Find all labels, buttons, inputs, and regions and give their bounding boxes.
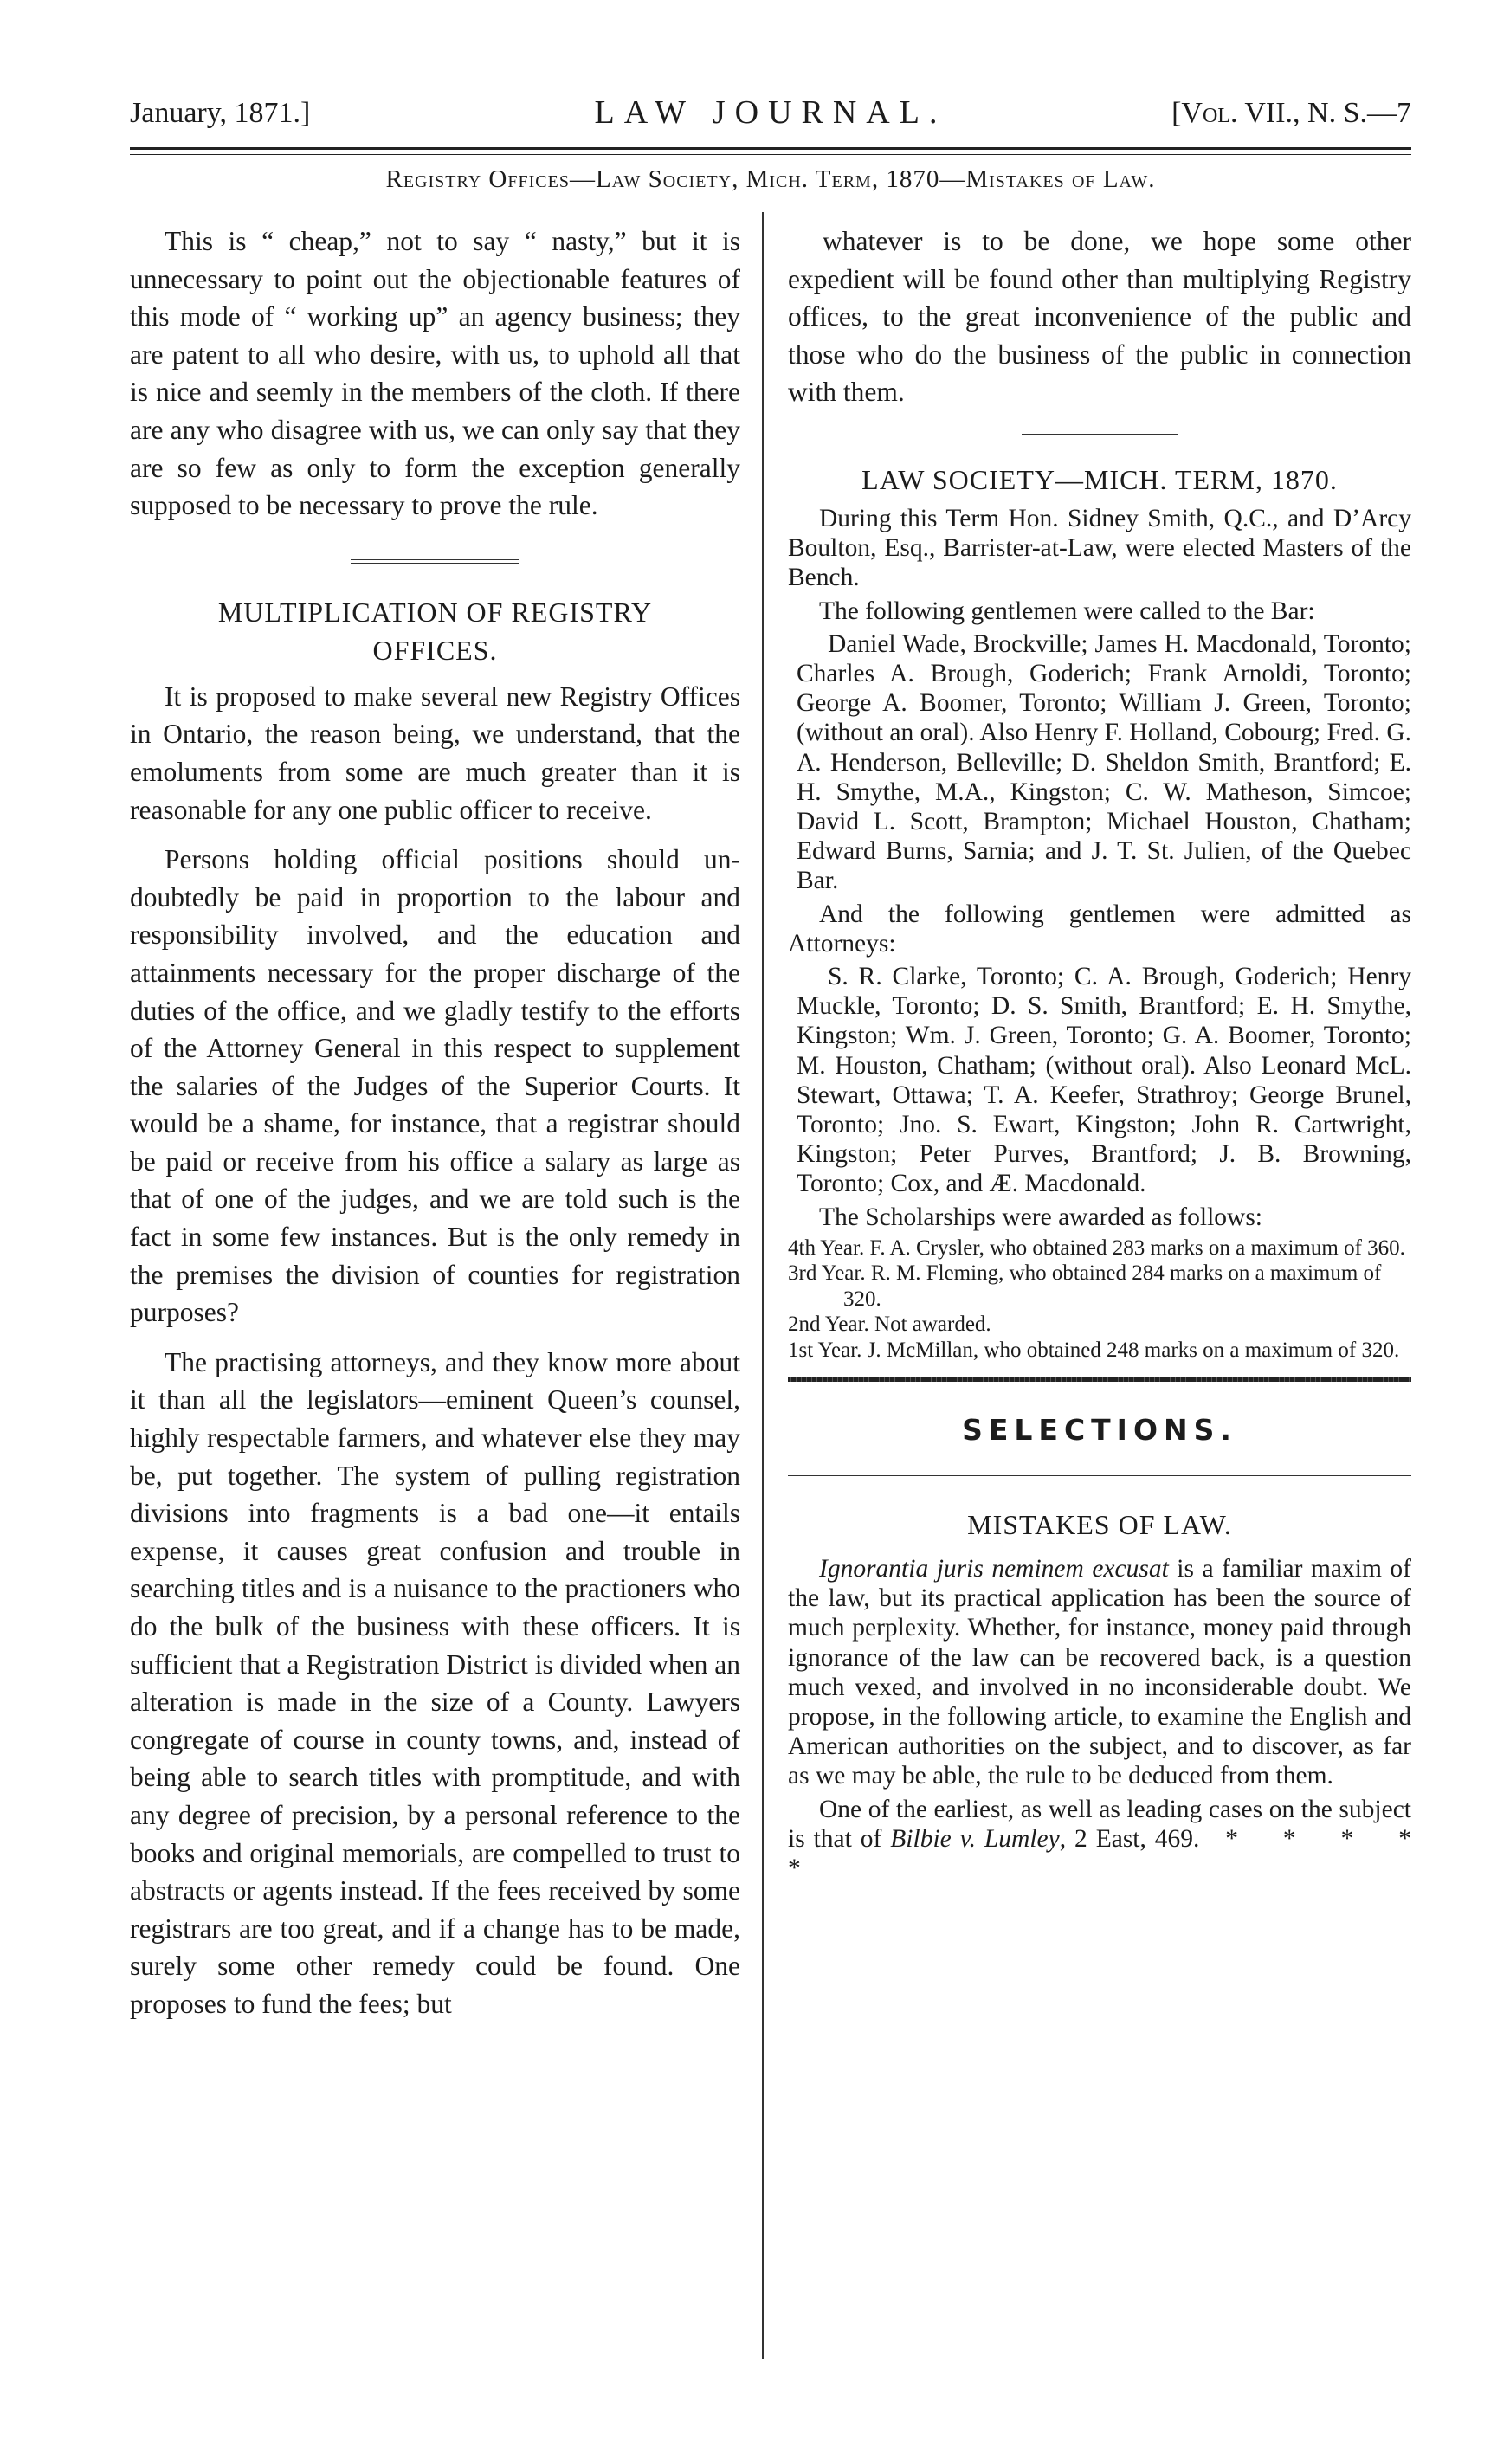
section-divider-right [1022, 434, 1178, 435]
scholarship-1st: 1st Year. J. McMillan, who obtained 248 marks on a maximum of 320. [788, 1338, 1400, 1362]
scholarship-3rd: 3rd Year. R. M. Fleming, who obtained 284 marks on a maximum of 320. [788, 1261, 1382, 1311]
left-column [130, 223, 740, 2023]
asterisks: * * * * * [788, 1824, 1412, 1882]
volume-number: [Vol. VII., N. S.—7 [1171, 97, 1411, 129]
mistakes-p2-end: , 2 East, 469. [1059, 1824, 1200, 1853]
journal-page [130, 87, 1411, 2424]
attorney-list: S. R. Clarke, Toronto; C. A. Brough, Goderich; Henry Muckle, Toronto; D. S. Smith, Brantford; E. H. Smythe, Kingston; Wm. J. Green, Toronto; G. A. Boomer, Toronto; M. Houston, Chatham; (without oral). Also Leonard McL. Stewart, Ottawa; T. A. Keefer, Strathroy; George Brunel, Toronto; Jno. S. Ewart, Kingston; John R. Cartwright, Kingston; Peter Purves, Brantford; J. B. Browning, Toronto; Cox, and Æ. Macdonald. [797, 963, 1411, 1198]
mistakes-p1-text: is a familiar maxim of the law, but its practical application has been the source of much perplexity. Whether, for instance, money paid through ignorance of the law can be recovered back, is a question much vexed, and involved in no inconsiderable doubt. We propose, in the following article, to examine the English and American authorities on the subject, and to discover, as far as we may be able, the rule to be deduced from them. [788, 1554, 1411, 1790]
law-society-section [788, 504, 1411, 1363]
intro-paragraph: This is “ cheap,” not to say “ nasty,” but it is unnecessary to point out the objectionable features of this mode of “ working up” an agency business; they are patent to all who desire, with us, to uphold all that is nice and seemly in the members of the cloth. If there are any who disagree with us, we can only say that they are so few as only to form the exception generally supposed to be necessary to prove the rule. [130, 226, 740, 521]
article-title-law-society: LAW SOCIETY—MICH. TERM, 1870. [861, 463, 1338, 495]
paragraph-registry-1: It is proposed to make several new Registry Offices in Ontario, the reason being, we understand, that the emoluments from some are much greater than it is reasonable for any one public officer to receive. [130, 681, 740, 825]
law-society-p2: The following gentlemen were called to the Bar: [819, 597, 1315, 625]
running-head [130, 87, 1411, 147]
selections-thick-rule [788, 1377, 1411, 1382]
law-society-p1: During this Term Hon. Sidney Smith, Q.C., and D’Arcy Boulton, Esq., Barrister-at-Law, were elected Masters of the Bench. [788, 504, 1411, 592]
bar-list: Daniel Wade, Brockville; James H. Macdonald, Toronto; Charles A. Brough, Goderich; Frank Arnoldi, Toronto; George A. Boomer, Toronto; William J. Green, Toronto; (without an oral). Also Henry F. Holland, Cobourg; Fred. G. A. Henderson, Belleville; D. Sheldon Smith, Brantford; E. H. Smythe, M.A., Kingston; C. W. Matheson, Simcoe; David L. Scott, Brampton; Michael Houston, Chatham; Edward Burns, Sarnia; and J. T. St. Julien, of the Quebec Bar. [797, 629, 1411, 895]
selections-rule [788, 1475, 1411, 1476]
mistakes-p1 [788, 1554, 1411, 1791]
article-title-mistakes: MISTAKES OF LAW. [967, 1508, 1232, 1540]
header-double-rule [130, 147, 1411, 155]
column-divider [762, 212, 764, 2359]
section-divider [351, 559, 519, 564]
continuation-paragraph: whatever is to be done, we hope some other expedient will be found other than multiplying Registry offices, to the great inconvenience of the public and those who do the business of the public in connection with them. [788, 226, 1411, 408]
case-name: Bilbie v. Lumley [890, 1824, 1060, 1853]
selections-heading: SELECTIONS. [962, 1413, 1237, 1448]
journal-title: LAW JOURNAL. [594, 94, 947, 131]
paragraph-registry-2: Persons holding official positions should undoubtedly be paid in proportion to the labour and responsibility involved, and the education and attainments necessary for the proper discharge of the duties of the office, and we gladly testify to the efforts of the Attorney General in this respect to supplement the salaries of the Judges of the Superior Courts. It would be a shame, for instance, that a registrar should be paid or receive from his office a salary as large as that of one of the judges, and we are told such is the fact in some few instances. But is the only remedy in the premises the division of counties for registration purposes? [130, 844, 740, 1328]
scholarship-list [788, 1235, 1411, 1364]
scholarship-4th: 4th Year. F. A. Crysler, who obtained 283 marks on a maximum of 360. [788, 1235, 1405, 1260]
two-column-body [130, 203, 1411, 2437]
scholarship-2nd: 2nd Year. Not awarded. [788, 1313, 991, 1337]
law-society-p3: And the following gentlemen were admitted as Attorneys: [788, 900, 1411, 958]
mistakes-p2 [788, 1795, 1411, 1884]
right-column [788, 223, 1411, 1883]
law-society-p4: The Scholarships were awarded as follows: [819, 1203, 1263, 1231]
header-date: January, 1871.] [130, 97, 311, 129]
mistakes-p2-start: One of the earliest, as well as leading cases on the subject is that of [788, 1795, 1411, 1853]
section-subheader: Registry Offices—Law Society, Mich. Term, 1870—Mistakes of Law. [385, 165, 1156, 193]
article-title-registry: MULTIPLICATION OF REGISTRY OFFICES. [217, 596, 653, 666]
latin-maxim: Ignorantia juris neminem excusat [819, 1554, 1169, 1583]
mistakes-section [788, 1554, 1411, 1883]
paragraph-registry-3: The practising attorneys, and they know more about it than all the legislators—eminent Queen’s counsel, highly respectable farmers, and whatever else they may be, put together. The system of pulling registration divisions into fragments is a bad one—it entails expense, it causes great confusion and trouble in searching titles and is a nuisance to the practioners who do the bulk of the business with these officers. It is sufficient that a Registration District is divided when an alteration is made in the size of a County. Lawyers congregate of course in county towns, and, instead of being able to search titles with promptitude, and with any degree of precision, by a personal reference to the books and original memorials, are compelled to trust to abstracts or agents instead. If the fees received by some registrars are too great, and if a change has to be made, surely some other remedy could be found. One proposes to fund the fees; but [130, 1346, 740, 2019]
